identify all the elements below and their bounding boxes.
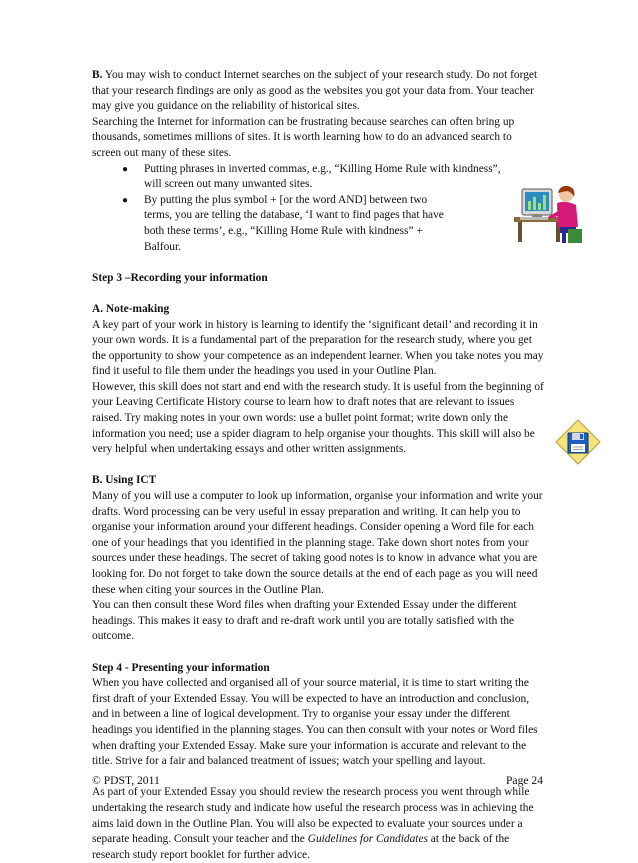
- section-b-para2: Searching the Internet for information can be frustrating because searches can often bring up thousands, sometimes millions of sites. It is worth learning how to do an advanced search to screen out many of these sites.: [92, 115, 515, 159]
- page-footer: [92, 773, 543, 789]
- list-item: [92, 162, 540, 193]
- floppy-disk-icon: [554, 418, 602, 466]
- note-making-para2: However, this skill does not start and end with the research study. It is useful from the beginning of your Leaving Certificate History course to learn how to draft notes that are relevant to issues raised. Try making notes in your own words: use a bullet point format; write down only the information you need; use a spider diagram to help organise your thoughts. This skill will also be very helpful when undertaking essays and other written assignments.: [92, 380, 544, 456]
- guidelines-title: Guidelines for Candidates: [307, 833, 428, 846]
- using-ict-para1: Many of you will use a computer to look up information, organise your information and write your drafts. Word processing can be very useful in essay preparation and writing. It can help you to organise your information around your different headings. Consider opening a Word file for each one of your headings that you identified in the planning stage. Take down short notes from your sources under these headings. The secret of taking good notes is to know in advance what you are looking for. Do not forget to take down the source details at the end of each page as you will need these when citing your sources in the Outline Plan.: [92, 490, 543, 596]
- list-item: [92, 193, 540, 255]
- list-item-text: By putting the plus symbol + [or the word AND] between two terms, you are telling the database, ‘I want to find pages that have both these terms’, e.g., “Killing Home Rule with kindness” + Balfour.: [144, 193, 444, 253]
- person-at-computer-icon: [512, 183, 584, 245]
- list-item-text: Putting phrases in inverted commas, e.g., “Killing Home Rule with kindness”, will screen out many unwanted sites.: [144, 162, 501, 191]
- section-b-label: B.: [92, 69, 103, 81]
- using-ict-heading: B. Using ICT: [92, 474, 157, 487]
- note-making-para1: A key part of your work in history is learning to identify the ‘significant detail’ and recording it in your own words. It is a fundamental part of the preparation for the research study, where you get the opportunity to show your competence as an independent learner. When you take notes you may find it useful to file them under the headings you used in your Outline Plan.: [92, 318, 544, 378]
- using-ict-para2: You can then consult these Word files when drafting your Extended Essay under the different headings. This makes it easy to draft and re-draft work until you are totally satisfied with the outcome.: [92, 599, 517, 643]
- step4-para1: When you have collected and organised all of your source material, it is time to start writing the first draft of your Extended Essay. You will be expected to have an introduction and conclusion, and in between a line of logical development. Try to organise your essay under the different headings you identified in the planning stages. You can then consult with your notes or Word files when drafting your Extended Essay. Make sure your information is accurate and relevant to the title. Strive for a fair and balanced treatment of issues; watch your spelling and layout.: [92, 677, 538, 768]
- page-content: [92, 68, 544, 863]
- section-b-intro: [92, 68, 540, 115]
- bullet-icon: ●: [122, 194, 129, 206]
- search-tips-list: [92, 162, 540, 256]
- step4-para2-text-b: at the back of the research study report booklet for further advice.: [92, 833, 510, 861]
- step4-para2: [92, 785, 544, 863]
- step3-heading: Step 3 –Recording your information: [92, 271, 268, 284]
- step4-heading: Step 4 - Presenting your information: [92, 661, 270, 674]
- bullet-icon: ●: [122, 163, 129, 175]
- section-b-intro-text: You may wish to conduct Internet searches on the subject of your research study. Do not forget that your research findings are only as good as the websites you got your data from. Your teacher may give you guidance on the reliability of historical sites.: [92, 69, 538, 113]
- section-b-internet: [92, 68, 540, 255]
- copyright-text: © PDST, 2011: [92, 774, 160, 787]
- step4-para2-text-a: As part of your Extended Essay you should review the research process you went through while undertaking the research study and indicate how useful the research process was in achieving the aims laid down in the Outline Plan. You will also be expected to evaluate your sources under a separate heading. Consult your teacher and the: [92, 786, 534, 846]
- page-number: Page 24: [505, 774, 543, 787]
- note-making-heading: A. Note-making: [92, 302, 170, 315]
